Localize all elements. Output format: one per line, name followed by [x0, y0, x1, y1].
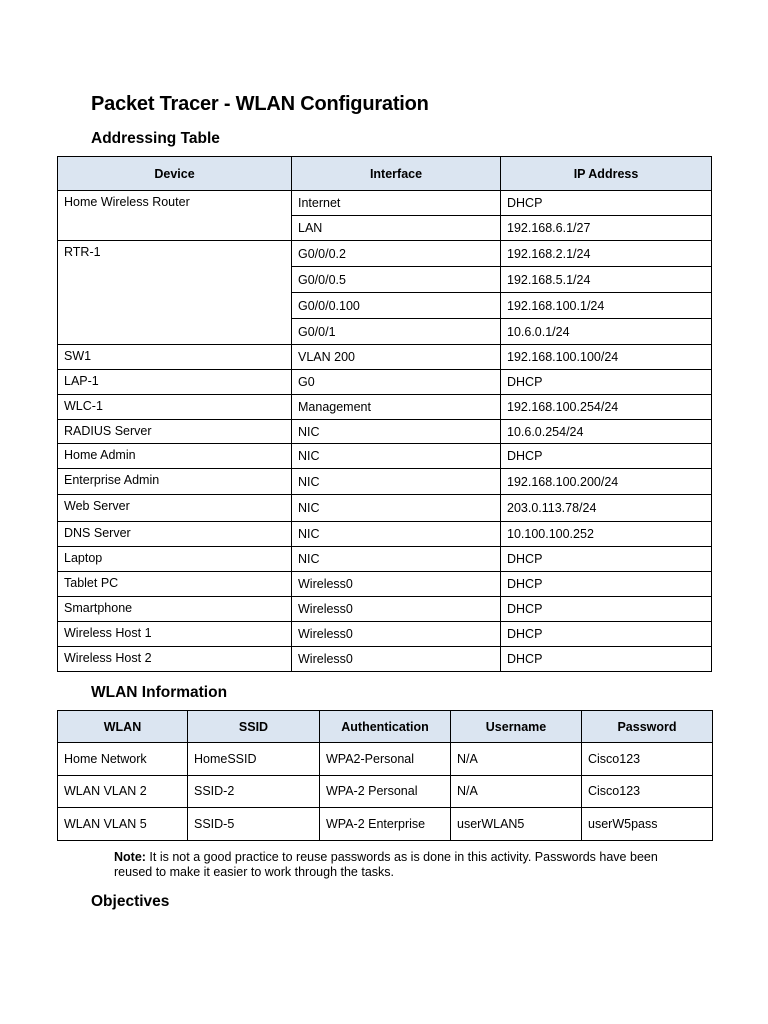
interface-cell: G0/0/0.5 [292, 267, 501, 293]
interface-cell: NIC [292, 420, 501, 444]
table-row [58, 572, 712, 597]
table-row [58, 469, 712, 495]
ip-address-cell: DHCP [501, 547, 712, 572]
ip-address-cell: 192.168.5.1/24 [501, 267, 712, 293]
ip-address-cell: DHCP [501, 191, 712, 216]
wlan-information-heading: WLAN Information [91, 684, 228, 701]
table-row [58, 808, 713, 841]
column-header-interface: Interface [292, 157, 501, 191]
table-row [58, 622, 712, 647]
device-cell: LAP-1 [58, 370, 292, 395]
column-header-password: Password [582, 711, 713, 743]
table-row [58, 495, 712, 522]
wlan-cell: WLAN VLAN 2 [58, 775, 188, 808]
table-row [58, 345, 712, 370]
ip-address-cell: DHCP [501, 370, 712, 395]
device-cell: WLC-1 [58, 395, 292, 420]
ip-address-cell: 192.168.100.1/24 [501, 293, 712, 319]
ip-address-cell: 10.6.0.254/24 [501, 420, 712, 444]
device-cell: SW1 [58, 345, 292, 370]
interface-cell: NIC [292, 444, 501, 469]
interface-cell: Internet [292, 191, 501, 216]
username-cell: userWLAN5 [451, 808, 582, 841]
column-header-ip-address: IP Address [501, 157, 712, 191]
note-paragraph [114, 850, 694, 880]
interface-cell: Wireless0 [292, 572, 501, 597]
interface-cell: NIC [292, 547, 501, 572]
column-header-device: Device [58, 157, 292, 191]
table-row [58, 395, 712, 420]
username-cell: N/A [451, 743, 582, 776]
interface-cell: G0 [292, 370, 501, 395]
interface-cell: Wireless0 [292, 597, 501, 622]
device-cell: Enterprise Admin [58, 469, 292, 495]
ip-address-cell: 10.100.100.252 [501, 522, 712, 547]
addressing-header-row [58, 157, 712, 191]
device-cell: Web Server [58, 495, 292, 522]
ip-address-cell: DHCP [501, 647, 712, 672]
interface-cell: VLAN 200 [292, 345, 501, 370]
interface-cell: Wireless0 [292, 622, 501, 647]
table-row [58, 743, 713, 776]
interface-cell: G0/0/1 [292, 319, 501, 345]
device-cell: RTR-1 [58, 241, 292, 345]
table-row [58, 775, 713, 808]
password-cell: Cisco123 [582, 743, 713, 776]
device-cell: RADIUS Server [58, 420, 292, 444]
table-row [58, 647, 712, 672]
ip-address-cell: 192.168.100.100/24 [501, 345, 712, 370]
ip-address-cell: DHCP [501, 572, 712, 597]
device-cell: Home Wireless Router [58, 191, 292, 241]
interface-cell: G0/0/0.100 [292, 293, 501, 319]
ip-address-cell: 192.168.6.1/27 [501, 216, 712, 241]
column-header-username: Username [451, 711, 582, 743]
addressing-table [57, 156, 712, 672]
authentication-cell: WPA-2 Enterprise [320, 808, 451, 841]
table-row [58, 444, 712, 469]
addressing-table-heading: Addressing Table [91, 130, 220, 147]
ip-address-cell: 192.168.100.200/24 [501, 469, 712, 495]
ssid-cell: SSID-5 [188, 808, 320, 841]
column-header-ssid: SSID [188, 711, 320, 743]
table-row [58, 522, 712, 547]
device-cell: Wireless Host 1 [58, 622, 292, 647]
note-text: It is not a good practice to reuse passwords as is done in this activity. Passwords have been reused to make it easier to work through the tasks. [114, 850, 658, 879]
table-row [58, 370, 712, 395]
authentication-cell: WPA-2 Personal [320, 775, 451, 808]
password-cell: Cisco123 [582, 775, 713, 808]
column-header-wlan: WLAN [58, 711, 188, 743]
wlan-cell: Home Network [58, 743, 188, 776]
ssid-cell: SSID-2 [188, 775, 320, 808]
interface-cell: LAN [292, 216, 501, 241]
table-row [58, 547, 712, 572]
device-cell: Smartphone [58, 597, 292, 622]
interface-cell: Wireless0 [292, 647, 501, 672]
ip-address-cell: DHCP [501, 622, 712, 647]
table-row [58, 191, 712, 216]
column-header-authentication: Authentication [320, 711, 451, 743]
device-cell: Home Admin [58, 444, 292, 469]
ip-address-cell: 203.0.113.78/24 [501, 495, 712, 522]
wlan-header-row [58, 711, 713, 743]
ssid-cell: HomeSSID [188, 743, 320, 776]
device-cell: Tablet PC [58, 572, 292, 597]
wlan-information-table [57, 710, 713, 841]
ip-address-cell: 10.6.0.1/24 [501, 319, 712, 345]
username-cell: N/A [451, 775, 582, 808]
table-row [58, 241, 712, 267]
device-cell: DNS Server [58, 522, 292, 547]
table-row [58, 597, 712, 622]
interface-cell: NIC [292, 522, 501, 547]
device-cell: Laptop [58, 547, 292, 572]
ip-address-cell: DHCP [501, 444, 712, 469]
ip-address-cell: 192.168.2.1/24 [501, 241, 712, 267]
ip-address-cell: 192.168.100.254/24 [501, 395, 712, 420]
authentication-cell: WPA2-Personal [320, 743, 451, 776]
objectives-heading: Objectives [91, 893, 170, 910]
page-title: Packet Tracer - WLAN Configuration [91, 93, 429, 115]
interface-cell: Management [292, 395, 501, 420]
table-row [58, 420, 712, 444]
ip-address-cell: DHCP [501, 597, 712, 622]
device-cell: Wireless Host 2 [58, 647, 292, 672]
interface-cell: G0/0/0.2 [292, 241, 501, 267]
password-cell: userW5pass [582, 808, 713, 841]
interface-cell: NIC [292, 495, 501, 522]
wlan-cell: WLAN VLAN 5 [58, 808, 188, 841]
interface-cell: NIC [292, 469, 501, 495]
note-label: Note: [114, 850, 146, 864]
